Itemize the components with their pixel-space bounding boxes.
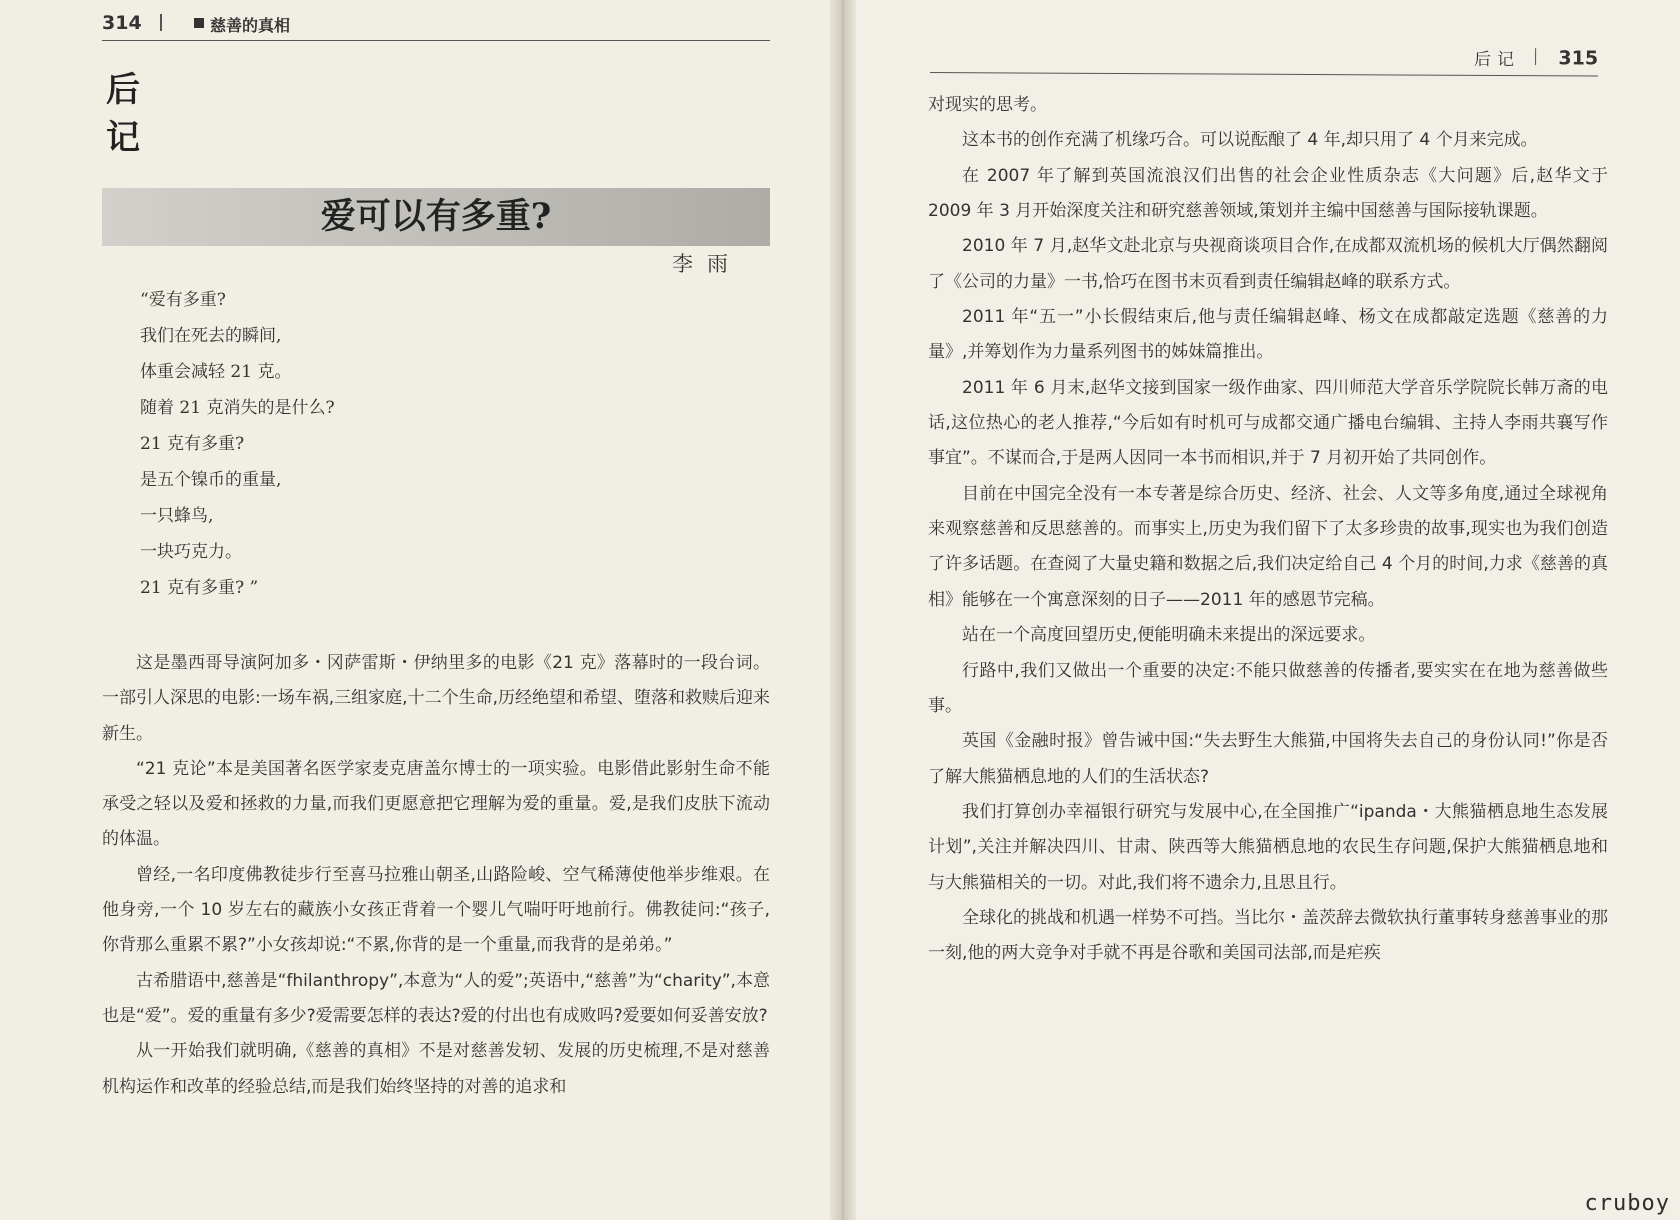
body-paragraph: 行路中,我们又做出一个重要的决定:不能只做慈善的传播者,要实实在在地为慈善做些事。 — [928, 660, 1608, 716]
body-paragraph: 站在一个高度回望历史,便能明确未来提出的深远要求。 — [962, 625, 1376, 646]
body-paragraph: 目前在中国完全没有一本专著是综合历史、经济、社会、人文等多角度,通过全球视角来观察慈善和反思慈善的。而事实上,历史为我们留下了太多珍贵的故事,现实也为我们创造了许多话题。在查阅了大量史籍和数据之后,我们决定给自己 4 个月的时间,力求《慈善的真相》能够在一个寓意深刻的日子——2011 年的感恩节完稿。 — [928, 483, 1608, 610]
body-paragraph: 2010 年 7 月,赵华文赴北京与央视商谈项目合作,在成都双流机场的候机大厅偶然翻阅了《公司的力量》一书,恰巧在图书末页看到责任编辑赵峰的联系方式。 — [928, 236, 1608, 292]
header-separator — [160, 14, 162, 31]
right-section-title: 后记 — [1474, 49, 1521, 71]
poem-line: 一块巧克力。 — [140, 542, 242, 562]
right-page — [842, 0, 1680, 1220]
left-body-text — [102, 646, 770, 1105]
article-title: 爱可以有多重? — [320, 196, 552, 237]
right-running-header — [930, 40, 1598, 76]
poem-line: 21 克有多重? — [140, 434, 245, 454]
author-name: 李雨 — [672, 252, 742, 276]
section-title — [106, 66, 146, 162]
body-paragraph: 2011 年 6 月末,赵华文接到国家一级作曲家、四川师范大学音乐学院院长韩万斋的电话,这位热心的老人推荐,“今后如有时机可与成都交通广播电台编辑、主持人李雨共襄写作事宜”。不谋而合,于是两人因同一本书而相识,并于 7 月初开始了共同创作。 — [928, 377, 1608, 469]
section-title-char: 后 — [106, 70, 140, 110]
header-separator — [1535, 48, 1537, 65]
section-title-char: 记 — [106, 118, 140, 158]
book-title: 慈善的真相 — [210, 16, 291, 35]
right-page-number: 315 — [1558, 47, 1599, 70]
body-paragraph: “21 克论”本是美国著名医学家麦克唐盖尔博士的一项实验。电影借此影射生命不能承受之轻以及爱和拯救的力量,而我们更愿意把它理解为爱的重量。爱,是我们皮肤下流动的体温。 — [102, 758, 770, 850]
continued-line: 对现实的思考。 — [928, 95, 1047, 115]
body-paragraph: 这本书的创作充满了机缘巧合。可以说酝酿了 4 年,却只用了 4 个月来完成。 — [962, 130, 1538, 151]
poem-line: 我们在死去的瞬间, — [140, 326, 282, 346]
poem-line: “爱有多重? — [140, 290, 226, 310]
body-paragraph: 在 2007 年了解到英国流浪汉们出售的社会企业性质杂志《大问题》后,赵华文于 2009 年 3 月开始深度关注和研究慈善领域,策划并主编中国慈善与国际接轨课题。 — [928, 165, 1608, 222]
poem-quote — [140, 282, 640, 606]
body-paragraph: 英国《金融时报》曾告诫中国:“失去野生大熊猫,中国将失去自己的身份认同!”你是否了解大熊猫栖息地的人们的生活状态? — [928, 731, 1608, 787]
poem-line: 随着 21 克消失的是什么? — [140, 398, 335, 418]
square-bullet-icon — [194, 18, 204, 28]
book-spine-gutter — [830, 0, 856, 1220]
watermark: cruboy — [1584, 1191, 1670, 1216]
poem-line: 21 克有多重? ” — [140, 578, 259, 598]
poem-line: 一只蜂鸟, — [140, 506, 214, 526]
left-page-number: 314 — [102, 12, 142, 34]
body-paragraph: 我们打算创办幸福银行研究与发展中心,在全国推广“ipanda・大熊猫栖息地生态发展计划”,关注并解决四川、甘肃、陕西等大熊猫栖息地的农民生存问题,保护大熊猫栖息地和与大熊猫相关的一切。对此,我们将不遗余力,且思且行。 — [928, 801, 1608, 893]
body-paragraph: 2011 年“五一”小长假结束后,他与责任编辑赵峰、杨文在成都敲定选题《慈善的力量》,并筹划作为力量系列图书的姊妹篇推出。 — [928, 307, 1608, 363]
poem-line: 是五个镍币的重量, — [140, 470, 282, 490]
poem-line: 体重会减轻 21 克。 — [140, 362, 292, 382]
body-paragraph: 曾经,一名印度佛教徒步行至喜马拉雅山朝圣,山路险峻、空气稀薄使他举步维艰。在他身旁,一个 10 岁左右的藏族小女孩正背着一个婴儿气喘吁吁地前行。佛教徒问:“孩子,你背那么重累不累?”小女孩却说:“不累,你背的是一个重量,而我背的是弟弟。” — [102, 864, 770, 956]
article-title-banner — [102, 188, 770, 246]
body-paragraph: 古希腊语中,慈善是“fhilanthropy”,本意为“人的爱”;英语中,“慈善”为“charity”,本意也是“爱”。爱的重量有多少?爱需要怎样的表达?爱的付出也有成败吗?爱要如何妥善安放? — [102, 970, 770, 1026]
body-paragraph: 从一开始我们就明确,《慈善的真相》不是对慈善发轫、发展的历史梳理,不是对慈善机构运作和改革的经验总结,而是我们始终坚持的对善的追求和 — [102, 1041, 770, 1097]
body-paragraph: 全球化的挑战和机遇一样势不可挡。当比尔・盖茨辞去微软执行董事转身慈善事业的那一刻,他的两大竞争对手就不再是谷歌和美国司法部,而是疟疾 — [928, 907, 1608, 964]
left-running-header — [102, 8, 770, 41]
right-body-text — [928, 88, 1608, 972]
body-paragraph: 这是墨西哥导演阿加多・冈萨雷斯・伊纳里多的电影《21 克》落幕时的一段台词。一部引人深思的电影:一场车祸,三组家庭,十二个生命,历经绝望和希望、堕落和救赎后迎来新生。 — [102, 653, 770, 744]
